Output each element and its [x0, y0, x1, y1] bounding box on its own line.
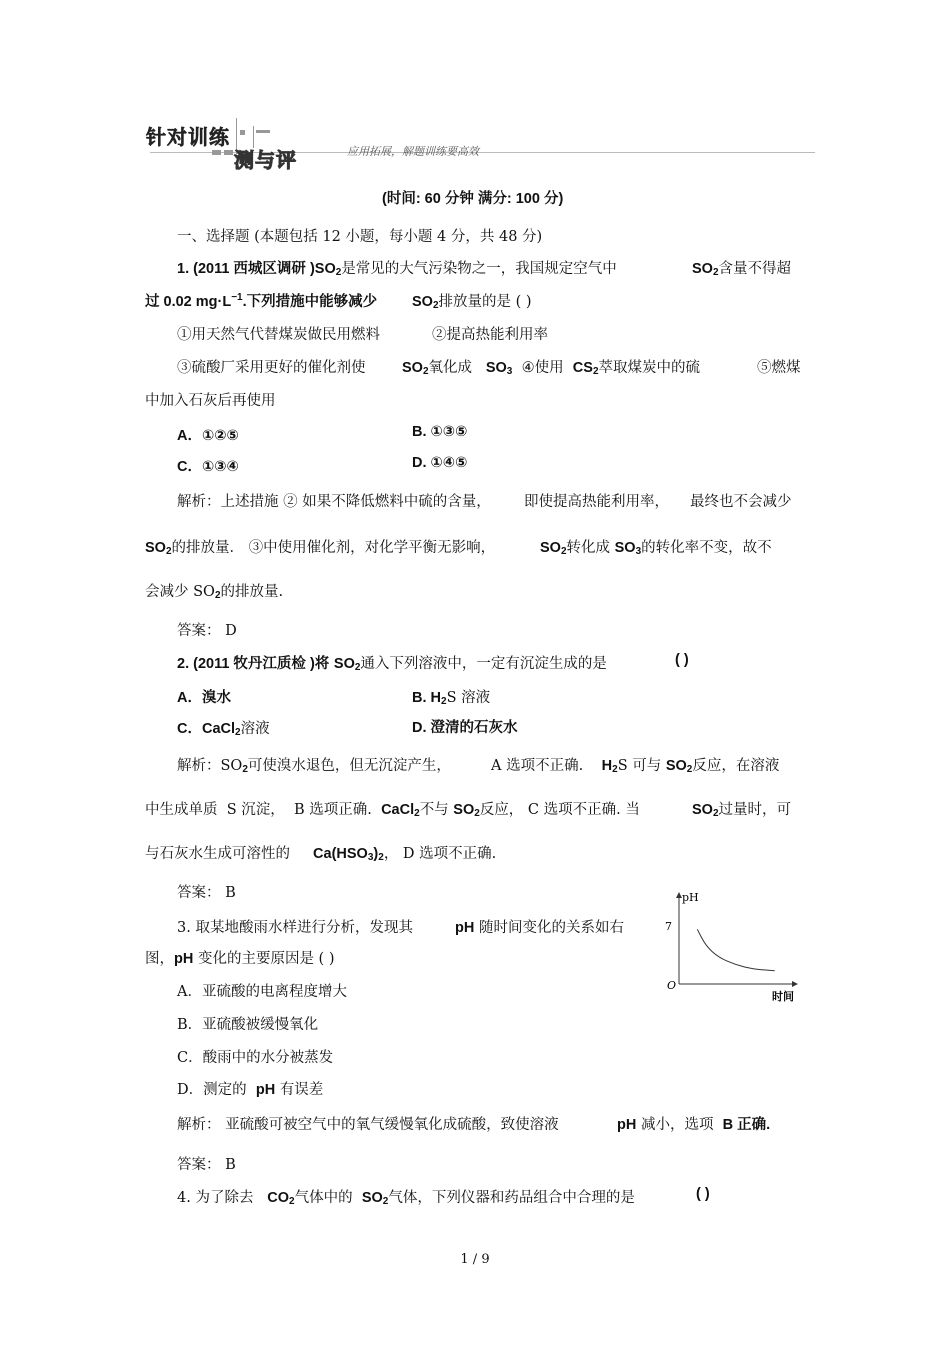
question-2-explanation: 与石灰水生成可溶性的 $Ca(HSO_3)_2$， D 选项不正确.	[145, 846, 497, 863]
question-2-option-a[interactable]: A．溴水	[177, 690, 231, 706]
question-1-stem: $SO_2$排放量的是 ( )	[412, 294, 532, 311]
banner-decoration	[224, 150, 233, 155]
question-4-stem: 4. 为了除去 $CO_2$气体中的 $SO_2$气体，下列仪器和药品组合中合理的是	[177, 1190, 635, 1207]
page-number: 1 / 9	[460, 1252, 490, 1267]
exam-meta: (时间: 60 分钟 满分: 100 分)	[382, 191, 564, 207]
question-2-answer: 答案： B	[177, 885, 236, 901]
question-1-option-c[interactable]: C．①③④	[177, 459, 239, 475]
banner-second-title: 测与评	[234, 148, 297, 172]
question-1-answer: 答案： D	[177, 623, 237, 639]
question-2-option-b[interactable]: B. $H_2S$ 溶液	[412, 690, 491, 707]
question-1-item: ①用天然气代替煤炭做民用燃料	[177, 327, 380, 343]
question-1-option-b[interactable]: B. ①③⑤	[412, 424, 468, 440]
question-3-option-d[interactable]: D．测定的 pH 有误差	[177, 1082, 324, 1098]
question-3-stem: 图，pH 变化的主要原因是 ( )	[145, 951, 335, 967]
question-3-stem: 3. 取某地酸雨水样进行分析，发现其	[177, 920, 413, 936]
banner-decoration	[256, 130, 270, 133]
question-1-option-d[interactable]: D. ①④⑤	[412, 455, 468, 471]
question-1-explanation: 最终也不会减少	[690, 494, 792, 510]
question-3-option-c[interactable]: C．酸雨中的水分被蒸发	[177, 1050, 334, 1066]
x-axis-label: 时间	[772, 990, 794, 1003]
question-1-explanation: 解析：上述措施 ② 如果不降低燃料中硫的含量，	[177, 494, 491, 510]
question-1-explanation: 会减少 $SO_2$的排放量.	[145, 584, 284, 601]
question-1-stem: $SO_2$含量不得超	[692, 261, 792, 278]
origin-label: O	[667, 979, 677, 992]
section-title: 一、选择题 (本题包括 12 小题，每小题 4 分，共 48 分)	[177, 229, 543, 245]
question-1-option-a[interactable]: A．①②⑤	[177, 428, 239, 444]
question-3-stem: pH 随时间变化的关系如右	[455, 920, 624, 936]
question-1-item: $SO_2$氧化成 $SO_3$ ④使用 $CS_2$萃取煤炭中的硫	[402, 360, 701, 377]
question-2-explanation: A 选项不正确. $H_2S$ 可与 $SO_2$反应，在溶液	[491, 758, 780, 775]
question-1-explanation: $SO_2$转化成 $SO_3$的转化率不变，故不	[540, 540, 772, 557]
question-2-explanation: 中生成单质 S 沉淀， B 选项正确. CaCl$_2$不与 $SO_2$反应， C 选项不正确. 当	[145, 802, 640, 819]
banner-title: 针对训练	[146, 125, 230, 149]
question-3-option-a[interactable]: A．亚硫酸的电离程度增大	[177, 984, 347, 1000]
question-2-option-d[interactable]: D. 澄清的石灰水	[412, 720, 518, 736]
question-3-explanation: pH 减小，选项 B 正确.	[617, 1117, 771, 1133]
banner-subtitle: 应用拓展，解题训练要高效	[347, 145, 479, 158]
question-1-item: 中加入石灰后再使用	[145, 393, 276, 409]
question-1-item: ⑤燃煤	[757, 360, 801, 376]
question-1-explanation: $SO_2$的排放量． ③中使用催化剂，对化学平衡无影响，	[145, 540, 496, 557]
y-tick-label: 7	[665, 920, 672, 933]
question-2-explanation: $SO_2$过量时，可	[692, 802, 792, 819]
ph-time-chart	[655, 887, 805, 1007]
question-2-stem: 2. (2011 牧丹江质检 )将 $SO_2$通入下列溶液中，一定有沉淀生成的是	[177, 656, 607, 673]
question-4-answer-blank: ( )	[696, 1186, 710, 1202]
question-1-stem: 过 0.02 $mg\cdot L^{-1}$.下列措施中能够减少	[145, 292, 378, 310]
banner-decoration	[240, 130, 245, 135]
y-axis-label: pH	[682, 891, 699, 904]
question-2-answer-blank: ( )	[675, 652, 689, 668]
question-3-explanation: 解析： 亚硫酸可被空气中的氧气缓慢氧化成硫酸，致使溶液	[177, 1117, 559, 1133]
question-3-answer: 答案： B	[177, 1157, 236, 1173]
ph-curve	[697, 929, 774, 970]
question-1-item: ③硫酸厂采用更好的催化剂使	[177, 360, 366, 376]
question-2-option-c[interactable]: C．CaCl$_2$溶液	[177, 721, 270, 738]
question-1-stem: 1. (2011 西城区调研 )$SO_2$是常见的大气污染物之一，我国规定空气中	[177, 261, 617, 278]
question-1-item: ②提高热能利用率	[432, 327, 548, 343]
question-3-option-b[interactable]: B．亚硫酸被缓慢氧化	[177, 1017, 319, 1033]
question-2-explanation: 解析：$SO_2$可使溴水退色，但无沉淀产生，	[177, 758, 451, 775]
question-1-explanation: 即使提高热能利用率，	[524, 494, 669, 510]
banner-decoration	[212, 150, 221, 155]
